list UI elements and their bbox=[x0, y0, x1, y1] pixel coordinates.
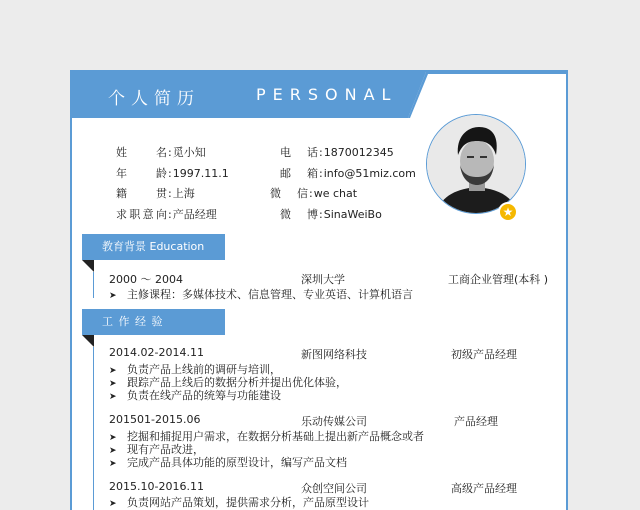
info-email-label: 邮箱 bbox=[280, 167, 318, 180]
job-duty bbox=[109, 387, 281, 403]
edu-major: 工商企业管理(本科 ) bbox=[448, 273, 549, 286]
colon: : bbox=[319, 167, 323, 180]
job-title: 初级产品经理 bbox=[451, 348, 517, 361]
timeline-line bbox=[93, 272, 94, 298]
colon: : bbox=[168, 146, 172, 159]
job-title: 高级产品经理 bbox=[451, 482, 517, 495]
info-age bbox=[116, 165, 229, 181]
info-intent bbox=[116, 206, 217, 222]
info-wechat-label: 微信 bbox=[270, 187, 308, 200]
job-company: 众创空间公司 bbox=[301, 482, 367, 495]
avatar bbox=[426, 114, 526, 214]
page-title: 个人简历 bbox=[108, 89, 200, 109]
job-duty-text: 挖掘和捕捉用户需求，在数据分析基础上提出新产品概念或者 bbox=[127, 430, 424, 443]
info-email-value: info@51miz.com bbox=[323, 167, 416, 180]
edu-period: 2000 ～ 2004 bbox=[109, 273, 183, 286]
job-duty-text: 跟踪产品上线后的数据分析并提出优化体验， bbox=[127, 376, 347, 389]
arrow-bullet-icon: ➤ bbox=[109, 433, 117, 443]
colon: : bbox=[309, 187, 313, 200]
info-name-label: 姓名 bbox=[116, 146, 167, 159]
job-period: 2014.02-2014.11 bbox=[109, 346, 204, 359]
info-phone bbox=[280, 144, 394, 160]
edu-school: 深圳大学 bbox=[301, 273, 345, 286]
header-band bbox=[72, 72, 566, 122]
info-phone-value: 1870012345 bbox=[323, 146, 394, 159]
job-company: 乐动传媒公司 bbox=[301, 415, 367, 428]
star-icon: ★ bbox=[498, 202, 518, 222]
colon: : bbox=[319, 146, 323, 159]
info-origin-label: 籍贯 bbox=[116, 187, 167, 200]
section-education-heading: 教育背景 Education bbox=[82, 234, 225, 260]
info-weibo-value: SinaWeiBo bbox=[323, 208, 382, 221]
page-subtitle: PERSONAL bbox=[256, 85, 398, 104]
section-corner-icon bbox=[82, 260, 94, 272]
info-weibo-label: 微博 bbox=[280, 208, 318, 221]
job-period: 2015.10-2016.11 bbox=[109, 480, 204, 493]
info-wechat bbox=[270, 185, 357, 201]
info-intent-value: 产品经理 bbox=[172, 208, 217, 221]
job-period: 201501-2015.06 bbox=[109, 413, 201, 426]
job-duty-text: 现有产品改进， bbox=[127, 443, 204, 456]
colon: : bbox=[319, 208, 323, 221]
colon: : bbox=[168, 167, 172, 180]
edu-course-text: 主修课程：多媒体技术、信息管理、专业英语、计算机语言 bbox=[127, 288, 413, 301]
info-origin bbox=[116, 185, 195, 201]
info-phone-label: 电话 bbox=[280, 146, 318, 159]
colon: : bbox=[168, 187, 172, 200]
arrow-bullet-icon: ➤ bbox=[109, 459, 117, 469]
info-email bbox=[280, 165, 416, 181]
arrow-bullet-icon: ➤ bbox=[109, 392, 117, 402]
section-work-heading: 工 作 经 验 bbox=[82, 309, 225, 335]
info-weibo bbox=[280, 206, 382, 222]
job-title: 产品经理 bbox=[454, 415, 498, 428]
job-duty-text: 负责产品上线前的调研与培训， bbox=[127, 363, 281, 376]
job-duty bbox=[109, 454, 347, 470]
info-name-value: 觅小知 bbox=[172, 146, 206, 159]
info-age-label: 年龄 bbox=[116, 167, 167, 180]
info-wechat-value: we chat bbox=[313, 187, 358, 200]
job-duty-text: 负责在线产品的统筹与功能建设 bbox=[127, 389, 281, 402]
timeline-line bbox=[93, 347, 94, 510]
arrow-bullet-icon: ➤ bbox=[109, 379, 117, 389]
colon: : bbox=[168, 208, 172, 221]
job-duty-text: 负责网站产品策划，提供需求分析，产品原型设计 bbox=[127, 496, 369, 509]
job-duty bbox=[109, 494, 369, 510]
portrait-image bbox=[427, 115, 526, 214]
arrow-bullet-icon: ➤ bbox=[109, 366, 117, 376]
info-age-value: 1997.11.1 bbox=[172, 167, 229, 180]
resume-page bbox=[70, 70, 568, 510]
info-intent-label: 求职意向 bbox=[116, 208, 167, 221]
job-company: 新图网络科技 bbox=[301, 348, 367, 361]
arrow-bullet-icon: ➤ bbox=[109, 291, 117, 301]
arrow-bullet-icon: ➤ bbox=[109, 446, 117, 456]
info-origin-value: 上海 bbox=[172, 187, 195, 200]
edu-course bbox=[109, 286, 413, 302]
job-duty-text: 完成产品具体功能的原型设计，编写产品文档 bbox=[127, 456, 347, 469]
arrow-bullet-icon: ➤ bbox=[109, 499, 117, 509]
section-corner-icon bbox=[82, 335, 94, 347]
info-name bbox=[116, 144, 206, 160]
